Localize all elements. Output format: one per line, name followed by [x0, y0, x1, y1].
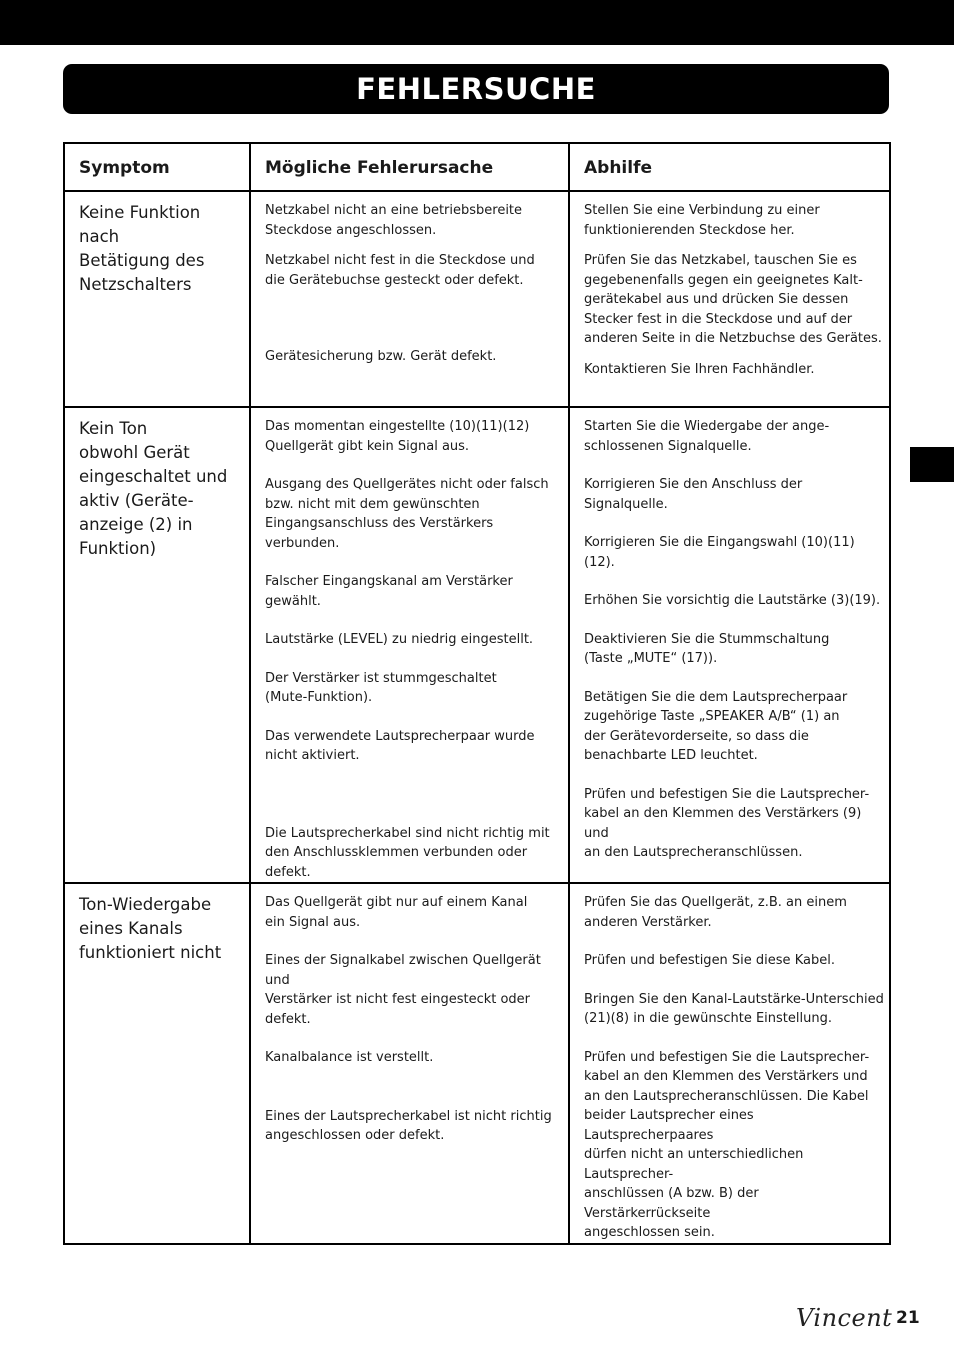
remedy-item: Deaktivieren Sie die Stummschaltung (Taste „MUTE“ (17)). — [584, 631, 830, 666]
remedy-item: Korrigieren Sie die Eingangswahl (10)(11)(12). — [584, 535, 855, 570]
remedy-item: Kontaktieren Sie Ihren Fachhändler. — [584, 361, 815, 377]
cause-item: Ausgang des Quellgerätes nicht oder falsch bzw. nicht mit dem gewünschten Eingangsanschluss des Verstärkers verbunden. — [265, 477, 549, 551]
column-header-symptom: Symptom — [64, 143, 250, 191]
table-row — [64, 407, 890, 883]
page-footer — [796, 1300, 926, 1340]
cause-item: Das Quellgerät gibt nur auf einem Kanal ein Signal aus. — [265, 895, 528, 930]
cause-item: Eines der Lautsprecherkabel ist nicht richtig angeschlossen oder defekt. — [265, 1108, 552, 1143]
symptom-text: Keine Funktion nach Betätigung des Netzschalters — [79, 203, 205, 294]
remedy-item: Betätigen Sie die dem Lautsprecherpaar zugehörige Taste „SPEAKER A/B“ (1) an der Gerätevorderseite, so dass die benachbarte LED leuchtet. — [584, 689, 848, 763]
cause-cell — [250, 191, 569, 407]
cause-item: Das verwendete Lautsprecherpaar wurde nicht aktiviert. — [265, 728, 535, 763]
remedy-item: Korrigieren Sie den Anschluss der Signalquelle. — [584, 477, 803, 512]
table-row — [64, 191, 890, 407]
remedy-item: Stellen Sie eine Verbindung zu einer funktionierenden Steckdose her. — [584, 203, 820, 238]
table-row — [64, 883, 890, 1244]
top-black-bar — [0, 0, 954, 45]
cause-item: Eines der Signalkabel zwischen Quellgerät und Verstärker ist nicht fest eingesteckt oder defekt. — [265, 953, 541, 1027]
cause-item: Das momentan eingestellte (10)(11)(12) Quellgerät gibt kein Signal aus. — [265, 419, 530, 454]
remedy-item: Prüfen Sie das Netzkabel, tauschen Sie es gegebenenfalls gegen ein geeignetes Kalt- gerätekabel aus und drücken Sie dessen Stecker fest in die Steckdose und auf der anderen Seite in die Netzbuchse des Gerätes. — [584, 253, 882, 346]
cause-item: Der Verstärker ist stummgeschaltet (Mute-Funktion). — [265, 670, 497, 705]
cause-item: Netzkabel nicht an eine betriebsbereite Steckdose angeschlossen. — [265, 203, 523, 238]
symptom-cell — [64, 407, 250, 883]
cause-cell — [250, 407, 569, 883]
table-header-row — [64, 143, 890, 191]
remedy-item: Erhöhen Sie vorsichtig die Lautstärke (3)(19). — [584, 593, 881, 608]
cause-item: Lautstärke (LEVEL) zu niedrig eingestellt. — [265, 632, 534, 647]
symptom-cell — [64, 883, 250, 1244]
symptom-text: Kein Ton obwohl Gerät eingeschaltet und aktiv (Geräte- anzeige (2) in Funktion) — [79, 419, 228, 558]
brand-logo: Vincent — [796, 1304, 893, 1332]
cause-item: Gerätesicherung bzw. Gerät defekt. — [265, 349, 497, 364]
symptom-text: Ton-Wiedergabe eines Kanals funktioniert nicht — [79, 895, 222, 962]
cause-item: Kanalbalance ist verstellt. — [265, 1050, 434, 1065]
chapter-tab-marker — [910, 447, 954, 482]
remedy-cell — [569, 407, 890, 883]
remedy-cell — [569, 883, 890, 1244]
troubleshooting-table — [63, 142, 891, 1245]
remedy-item: Starten Sie die Wiedergabe der ange- schlossenen Signalquelle. — [584, 419, 830, 454]
cause-item: Falscher Eingangskanal am Verstärker gewählt. — [265, 574, 513, 609]
remedy-item: Prüfen und befestigen Sie die Lautsprecher- kabel an den Klemmen des Verstärkers und an den Lautsprecheranschlüssen. Die Kabel beider Lautsprecher eines Lautsprecherpaares dürfen nicht an unterschiedlichen Lautsprecher- anschlüssen (A bzw. B) der Verstärkerrückseite angeschlossen sein. — [584, 1049, 870, 1240]
cause-cell — [250, 883, 569, 1244]
column-header-remedy: Abhilfe — [569, 143, 890, 191]
cause-item: Die Lautsprecherkabel sind nicht richtig mit den Anschlussklemmen verbunden oder defekt. — [265, 825, 550, 880]
page-number: 21 — [896, 1308, 920, 1328]
remedy-cell — [569, 191, 890, 407]
page-title: FEHLERSUCHE — [356, 72, 596, 106]
symptom-cell — [64, 191, 250, 407]
remedy-item: Prüfen und befestigen Sie diese Kabel. — [584, 953, 835, 968]
title-banner — [63, 64, 889, 114]
remedy-item: Bringen Sie den Kanal-Lautstärke-Unterschied (21)(8) in die gewünschte Einstellung. — [584, 991, 884, 1026]
column-header-cause: Mögliche Fehlerursache — [250, 143, 569, 191]
cause-item: Netzkabel nicht fest in die Steckdose und die Gerätebuchse gesteckt oder defekt. — [265, 253, 535, 288]
remedy-item: Prüfen und befestigen Sie die Lautsprecher- kabel an den Klemmen des Verstärkers (9) und an den Lautsprecheranschlüssen. — [584, 786, 870, 860]
remedy-item: Prüfen Sie das Quellgerät, z.B. an einem anderen Verstärker. — [584, 895, 847, 930]
